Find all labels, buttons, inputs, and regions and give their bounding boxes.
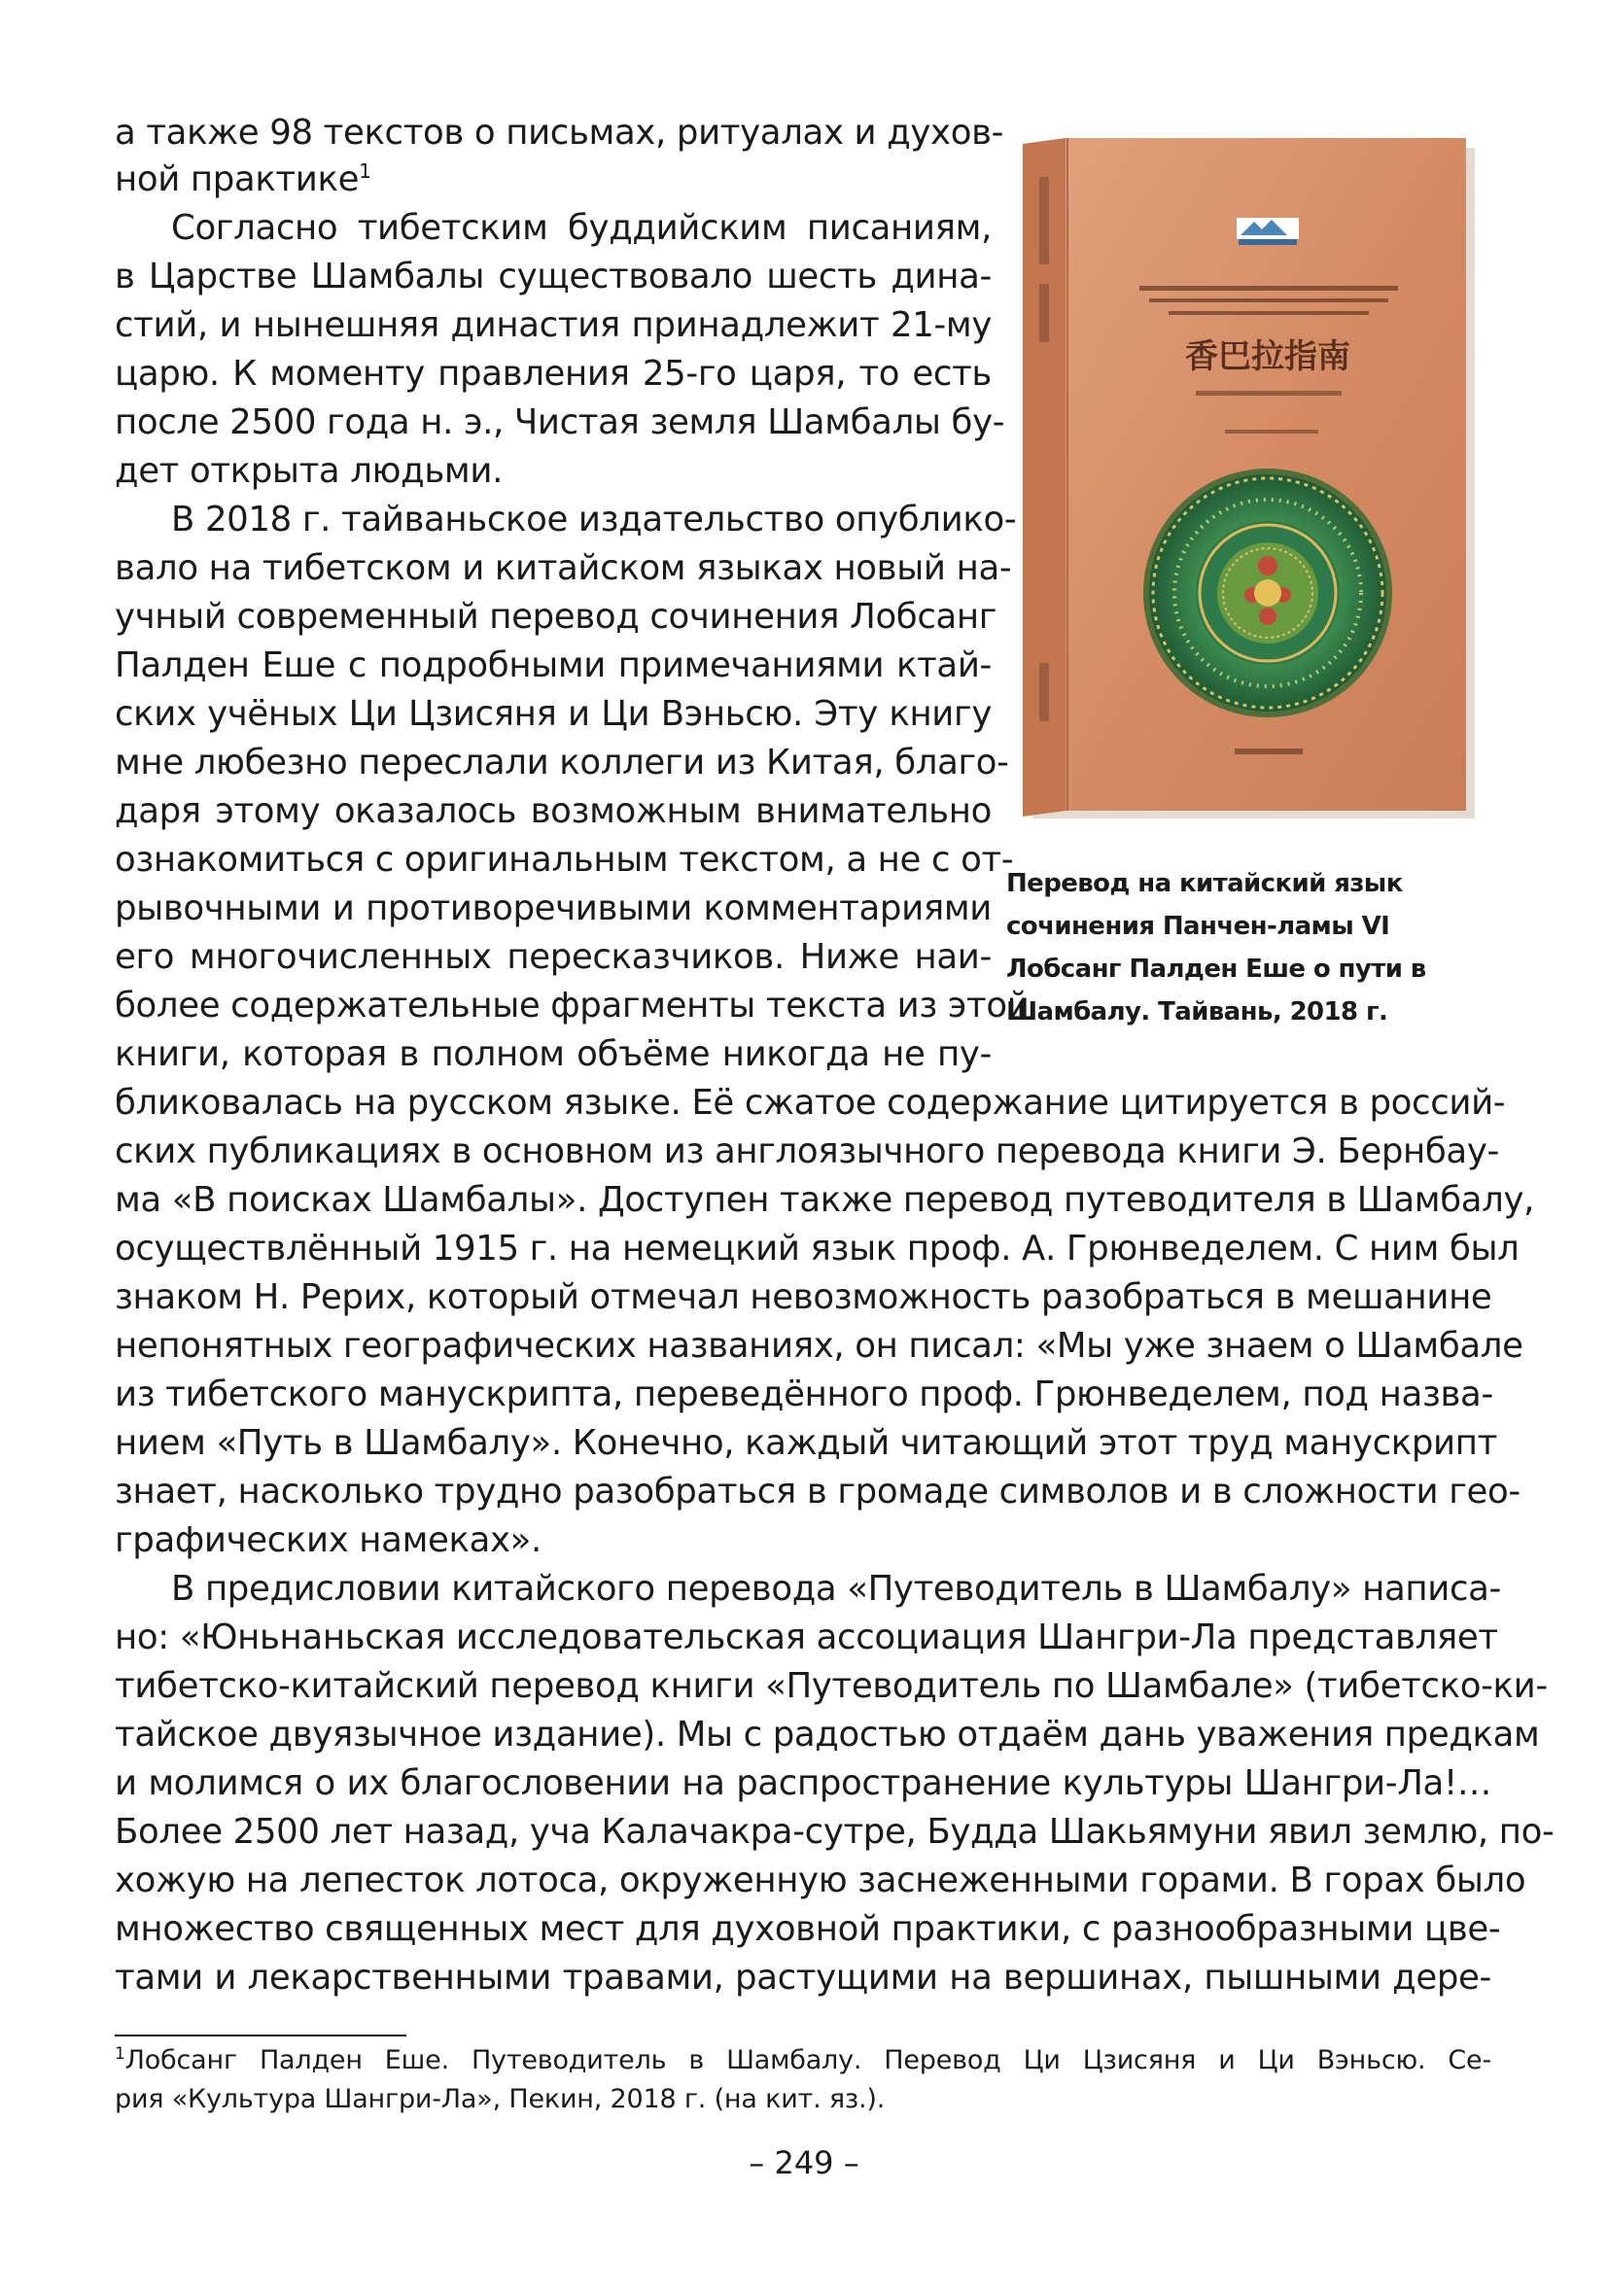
body-line: более содержательные фрагменты текста из этой: [115, 986, 1030, 1026]
body-line: ознакомиться с оригинальным текстом, а не с от-: [115, 840, 1014, 880]
body-line: и молимся о их благословении на распространение культуры Шангри-Ла!…: [115, 1763, 1491, 1803]
body-line: тибетско-китайский перевод книги «Путеводитель по Шамбале» (тибетско-ки-: [115, 1666, 1548, 1706]
body-line: из тибетского манускрипта, переведённого проф. Грюнведелем, под назва-: [115, 1374, 1493, 1414]
body-line: множество священных мест для духовной практики, с разнообразными цве-: [115, 1909, 1501, 1949]
caption-line: сочинения Панчен-ламы VI: [1006, 912, 1390, 941]
body-line: а также 98 текстов о письмах, ритуалах и духов-: [115, 113, 1004, 153]
body-line: стий, и нынешняя династия принадлежит 21-му: [115, 305, 992, 345]
body-line: бликовалась на русском языке. Её сжатое содержание цитируется в россий-: [115, 1083, 1506, 1123]
body-line: но: «Юньнаньская исследовательская ассоциация Шангри-Ла представляет: [115, 1618, 1498, 1657]
body-line: осуществлённый 1915 г. на немецкий язык проф. А. Грюнведелем. С ним был: [115, 1229, 1520, 1269]
body-line: после 2500 года н. э., Чистая земля Шамбалы бу-: [115, 402, 1005, 442]
body-line: в Царстве Шамбалы существовало шесть дина-: [115, 257, 992, 296]
body-line: книги, которая в полном объёме никогда не пу-: [115, 1034, 992, 1074]
footnote-line: рия «Культура Шангри-Ла», Пекин, 2018 г. (на кит. яз.).: [115, 2084, 886, 2114]
body-line: тами и лекарственными травами, растущими на вершинах, пышными дере-: [115, 1958, 1491, 1998]
body-line: его многочисленных пересказчиков. Ниже наи-: [115, 937, 992, 977]
figure-caption: [1006, 862, 1551, 1033]
body-line: Согласно тибетским буддийским писаниям,: [171, 208, 992, 248]
caption-line: Лобсанг Палден Еше о пути в: [1006, 955, 1426, 984]
body-line: непонятных географических названиях, он писал: «Мы уже знаем о Шамбале: [115, 1326, 1523, 1366]
page-number: – 249 –: [749, 2144, 859, 2181]
body-line: ских учёных Ци Цзисяня и Ци Вэньсю. Эту книгу: [115, 694, 992, 734]
body-line: хожую на лепесток лотоса, окруженную заснеженными горами. В горах было: [115, 1861, 1526, 1900]
body-line: мне любезно переслали коллеги из Китая, благо-: [115, 743, 1009, 783]
body-line: дет открыта людьми.: [115, 451, 504, 491]
body-line: ма «В поисках Шамбалы». Доступен также перевод путеводителя в Шамбалу,: [115, 1180, 1535, 1220]
footnote-line: $^1$Лобсанг Палден Еше. Путеводитель в Шамбалу. Перевод Ци Цзисяня и Ци Вэньсю. Се-: [115, 2044, 1491, 2075]
body-line: тайское двуязычное издание). Мы с радостью отдаём дань уважения предкам: [115, 1715, 1540, 1755]
body-line: учный современный перевод сочинения Лобсанг: [115, 597, 997, 637]
book-cover-image: [1023, 138, 1475, 818]
footnote-reference: 1: [359, 159, 371, 184]
body-line: даря этому оказалось возможным внимательно: [115, 791, 992, 831]
footnote-marker: 1: [115, 2044, 125, 2064]
caption-line: Перевод на китайский язык: [1006, 869, 1403, 898]
footnote-rule: [115, 2035, 406, 2036]
body-line: В 2018 г. тайваньское издательство опублико-: [171, 500, 1017, 539]
book-cover-title: 香巴拉指南: [1185, 337, 1350, 376]
body-line: Более 2500 лет назад, уча Калачакра-сутре, Будда Шакьямуни явил землю, по-: [115, 1812, 1555, 1852]
body-line: вало на тибетском и китайском языках новый на-: [115, 548, 1012, 588]
body-line: рывочными и противоречивыми комментариями: [115, 888, 992, 928]
body-line: царю. К моменту правления 25-го царя, то есть: [115, 354, 992, 394]
body-line: знает, насколько трудно разобраться в громаде символов и в сложности гео-: [115, 1472, 1521, 1512]
body-line: графических намеках».: [115, 1520, 542, 1560]
caption-line: Шамбалу. Тайвань, 2018 г.: [1006, 997, 1388, 1026]
body-line: нием «Путь в Шамбалу». Конечно, каждый читающий этот труд манускрипт: [115, 1423, 1497, 1463]
body-line: ских публикациях в основном из англоязычного перевода книги Э. Бернбау-: [115, 1131, 1499, 1171]
body-line: ной практике$^1$: [115, 159, 371, 199]
body-line: знаком Н. Рерих, который отмечал невозможность разобраться в мешанине: [115, 1277, 1492, 1317]
body-line: В предисловии китайского перевода «Путеводитель в Шамбалу» написа-: [171, 1569, 1502, 1609]
body-line: Палден Еше с подробными примечаниями ктай-: [115, 645, 992, 685]
